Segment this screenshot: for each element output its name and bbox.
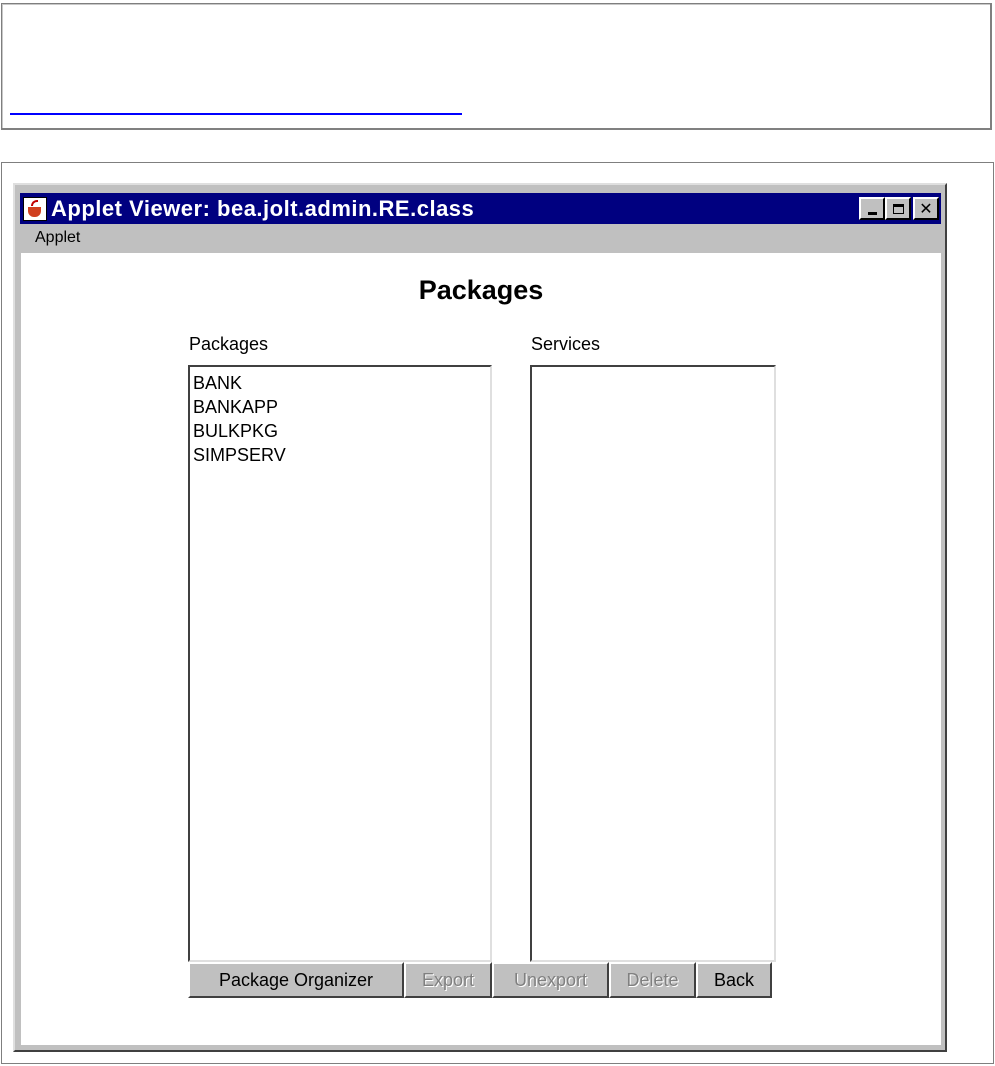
window-title: Applet Viewer: bea.jolt.admin.RE.class [51,195,475,221]
list-item[interactable]: BANKAPP [193,397,279,417]
maximize-icon [893,204,904,214]
button-bar [188,962,772,998]
close-icon: ✕ [919,199,933,218]
delete-button[interactable]: Delete [609,962,696,998]
applet-window [13,183,947,1052]
minimize-icon [868,212,877,215]
services-label: Services [531,334,601,354]
link-underline[interactable] [10,113,462,115]
maximize-button[interactable] [885,197,911,220]
export-button[interactable]: Export [404,962,492,998]
menu-applet[interactable]: Applet [35,229,81,246]
back-button[interactable]: Back [696,962,772,998]
list-item[interactable]: BANK [193,373,243,393]
java-cup-icon[interactable] [23,197,47,221]
minimize-button[interactable] [859,197,885,220]
close-button[interactable] [913,197,939,220]
packages-list[interactable] [188,365,492,962]
package-organizer-button[interactable]: Package Organizer [188,962,404,998]
list-item[interactable]: SIMPSERV [193,445,286,465]
top-frame [1,3,992,130]
page-title: Packages [418,275,544,305]
window-controls [859,197,939,220]
menu-bar [20,225,941,251]
services-list[interactable] [530,365,776,962]
packages-label: Packages [189,334,269,354]
title-bar[interactable] [20,193,941,224]
applet-content [21,253,941,1045]
unexport-button[interactable]: Unexport [492,962,609,998]
list-item[interactable]: BULKPKG [193,421,279,441]
